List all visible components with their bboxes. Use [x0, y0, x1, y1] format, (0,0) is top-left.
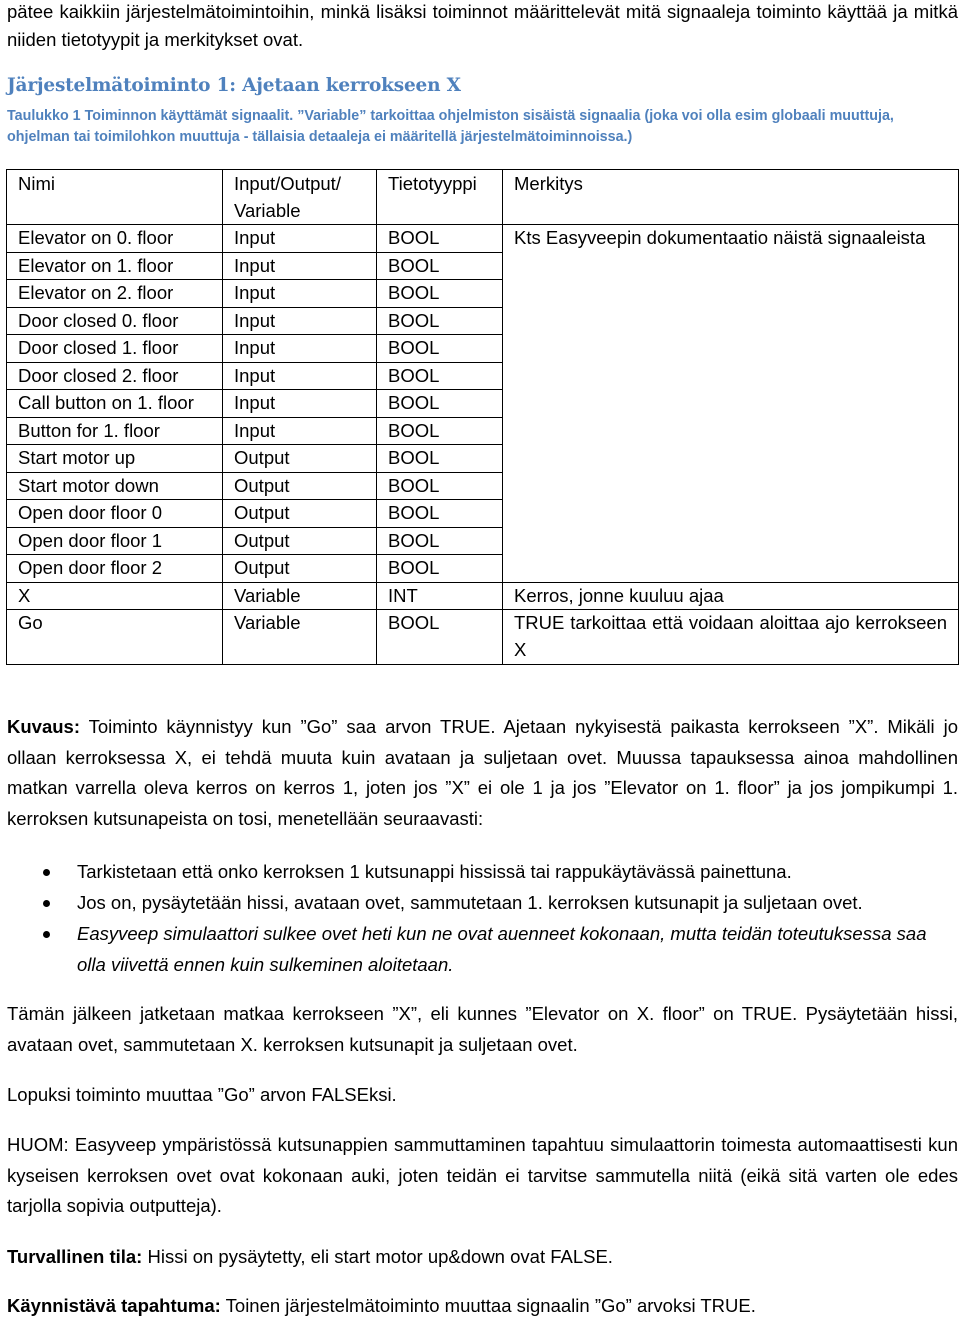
description-paragraph — [7, 712, 958, 834]
after-paragraph: Tämän jälkeen jatketaan matkaa kerrokseen ”X”, eli kunnes ”Elevator on X. floor” on TRUE. Pysäytetään hissi, avataan ovet, sammutetaan X. kerroksen kutsunapit ja suljetaan ovet. — [7, 1003, 958, 1055]
final-paragraph: Lopuksi toiminto muuttaa ”Go” arvon FALSEksi. — [7, 1084, 397, 1105]
start-event-paragraph — [7, 1291, 958, 1320]
safe-state-paragraph — [7, 1242, 958, 1273]
cell-name: Start motor up — [7, 445, 223, 473]
signals-table — [6, 169, 959, 665]
cell-meaning-input-group: Kts Easyveepin dokumentaatio näistä signaaleista — [503, 225, 959, 583]
cell-type: INT — [377, 582, 503, 610]
cell-io: Input — [223, 307, 377, 335]
safe-state-label: Turvallinen tila: — [7, 1246, 143, 1267]
step-text: Tarkistetaan että onko kerroksen 1 kutsunappi hississä tai rappukäytävässä painettuna. — [77, 861, 792, 882]
cell-io: Input — [223, 225, 377, 253]
list-item — [7, 918, 958, 980]
intro-paragraph: pätee kaikkiin järjestelmätoimintoihin, minkä lisäksi toiminnot määrittelevät mitä signaaleja toiminto käyttää ja mitkä niiden tietotyypit ja merkitykset ovat. — [7, 1, 958, 50]
cell-type: BOOL — [377, 307, 503, 335]
cell-io: Input — [223, 417, 377, 445]
cell-type: BOOL — [377, 527, 503, 555]
cell-io: Output — [223, 472, 377, 500]
cell-meaning — [503, 582, 959, 610]
cell-name: Door closed 2. floor — [7, 362, 223, 390]
cell-name: Open door floor 0 — [7, 500, 223, 528]
table-caption: Taulukko 1 Toiminnon käyttämät signaalit. ”Variable” tarkoittaa ohjelmiston sisäistä signaalia (joka voi olla esim globaali muuttuja, ohjelman tai toimilohkon muuttuja - tällaisia detaaleja ei määritellä järjestelmätoiminnoissa.) — [7, 108, 894, 145]
safe-state-text: Hissi on pysäytetty, eli start motor up&down ovat FALSE. — [142, 1246, 613, 1267]
step-text: Jos on, pysäytetään hissi, avataan ovet, sammutetaan 1. kerroksen kutsunapit ja suljetaan ovet. — [77, 892, 863, 913]
cell-io: Output — [223, 527, 377, 555]
cell-io: Input — [223, 252, 377, 280]
cell-name: Open door floor 2 — [7, 555, 223, 583]
cell-type: BOOL — [377, 335, 503, 363]
cell-type: BOOL — [377, 390, 503, 418]
list-item — [7, 887, 958, 918]
cell-type: BOOL — [377, 445, 503, 473]
cell-io: Variable — [223, 582, 377, 610]
table-header-row — [7, 170, 959, 225]
start-event-text: Toinen järjestelmätoiminto muuttaa signaalin ”Go” arvoksi TRUE. — [220, 1295, 756, 1316]
cell-name: Door closed 0. floor — [7, 307, 223, 335]
cell-name: Elevator on 0. floor — [7, 225, 223, 253]
cell-type: BOOL — [377, 555, 503, 583]
cell-name: Call button on 1. floor — [7, 390, 223, 418]
step-text: Easyveep simulaattori sulkee ovet heti kun ne ovat auenneet kokonaan, mutta teidän toteutuksessa saa olla viivettä ennen kuin sulkeminen aloitetaan. — [77, 923, 927, 975]
cell-name: Open door floor 1 — [7, 527, 223, 555]
cell-name: Elevator on 1. floor — [7, 252, 223, 280]
description-label: Kuvaus: — [7, 716, 80, 737]
cell-name: Go — [7, 610, 223, 665]
cell-type: BOOL — [377, 610, 503, 665]
steps-list — [7, 856, 958, 980]
cell-io: Input — [223, 362, 377, 390]
cell-io: Output — [223, 500, 377, 528]
section-heading: Järjestelmätoiminto 1: Ajetaan kerrokseen X — [7, 75, 461, 96]
cell-name: Button for 1. floor — [7, 417, 223, 445]
cell-name: Start motor down — [7, 472, 223, 500]
cell-type: BOOL — [377, 417, 503, 445]
cell-io: Input — [223, 280, 377, 308]
cell-type: BOOL — [377, 472, 503, 500]
header-name: Nimi — [7, 170, 223, 225]
list-item — [7, 856, 958, 887]
cell-type: BOOL — [377, 280, 503, 308]
table-row — [7, 225, 959, 253]
description-text: Toiminto käynnistyy kun ”Go” saa arvon TRUE. Ajetaan nykyisestä paikasta kerrokseen ”X”. Mikäli jo ollaan kerroksessa X, ei tehdä muuta kuin avataan ja suljetaan ovet. Muussa tapauksessa ainoa mahdollinen matkan varrella oleva kerros on kerros 1, joten jos ”X” ei ole 1 ja jos ”Elevator on 1. floor” ja jos jompikumpi 1. kerroksen kutsunapeista on tosi, menetellään seuraavasti: — [7, 716, 958, 829]
cell-type: BOOL — [377, 500, 503, 528]
cell-meaning-text: TRUE tarkoittaa että voidaan aloittaa ajo kerrokseen X — [514, 612, 947, 660]
cell-io: Output — [223, 555, 377, 583]
cell-io: Input — [223, 335, 377, 363]
cell-type: BOOL — [377, 362, 503, 390]
header-io: Input/Output/ Variable — [223, 170, 377, 225]
cell-meaning-text: Kerros, jonne kuuluu ajaa — [514, 584, 724, 606]
cell-name: X — [7, 582, 223, 610]
cell-io: Output — [223, 445, 377, 473]
header-meaning: Merkitys — [503, 170, 959, 225]
cell-name: Elevator on 2. floor — [7, 280, 223, 308]
cell-type: BOOL — [377, 225, 503, 253]
cell-type: BOOL — [377, 252, 503, 280]
start-event-label: Käynnistävä tapahtuma: — [7, 1295, 221, 1316]
cell-meaning — [503, 610, 959, 665]
cell-name: Door closed 1. floor — [7, 335, 223, 363]
cell-io: Variable — [223, 610, 377, 665]
table-row — [7, 582, 959, 610]
header-type: Tietotyyppi — [377, 170, 503, 225]
cell-io: Input — [223, 390, 377, 418]
note-paragraph: HUOM: Easyveep ympäristössä kutsunappien sammuttaminen tapahtuu simulaattorin toimesta automaattisesti kun kyseisen kerroksen ovet ovat kokonaan auki, joten teidän ei tarvitse sammutella niitä (eikä sitä varten ole edes tarjolla sopivia outputteja). — [7, 1134, 958, 1216]
table-row — [7, 610, 959, 665]
